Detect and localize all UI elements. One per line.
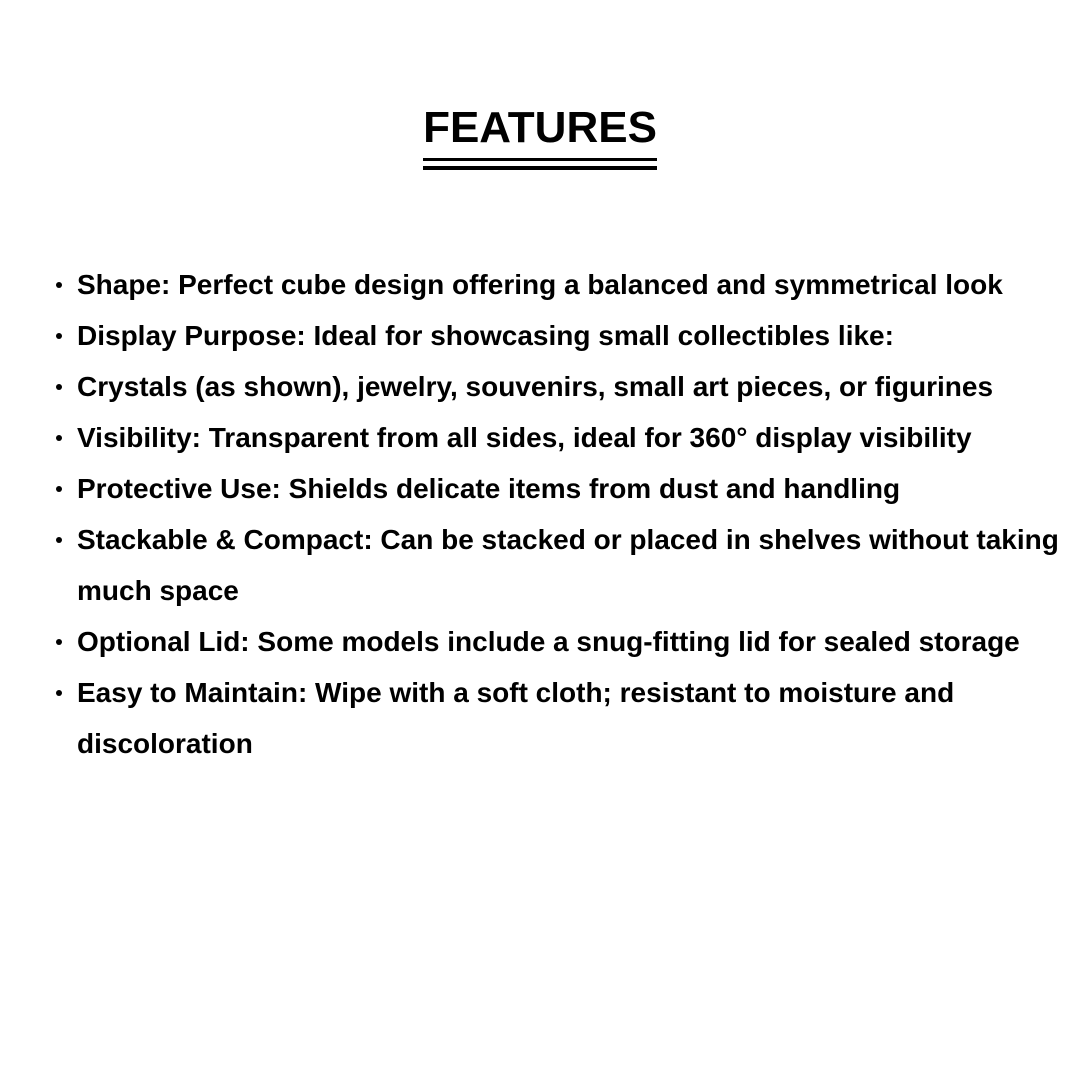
list-item [50, 412, 1060, 463]
list-item [50, 310, 1060, 361]
feature-text: Shape: Perfect cube design offering a balanced and symmetrical look [77, 269, 1003, 300]
list-item [50, 259, 1060, 310]
bullet-icon [56, 690, 62, 696]
feature-text: Stackable & Compact: Can be stacked or placed in shelves without taking much space [77, 524, 1059, 606]
feature-text: Display Purpose: Ideal for showcasing small collectibles like: [77, 320, 894, 351]
feature-text: Visibility: Transparent from all sides, ideal for 360° display visibility [77, 422, 972, 453]
list-item [50, 514, 1060, 616]
feature-text: Protective Use: Shields delicate items from dust and handling [77, 473, 901, 504]
bullet-icon [56, 537, 62, 543]
feature-text: Crystals (as shown), jewelry, souvenirs, small art pieces, or figurines [77, 371, 994, 402]
bullet-icon [56, 282, 62, 288]
feature-text: Easy to Maintain: Wipe with a soft cloth; resistant to moisture and discoloration [77, 677, 955, 759]
bullet-icon [56, 384, 62, 390]
feature-text: Optional Lid: Some models include a snug-fitting lid for sealed storage [77, 626, 1020, 657]
bullet-icon [56, 639, 62, 645]
bullet-icon [56, 486, 62, 492]
list-item [50, 616, 1060, 667]
list-item [50, 361, 1060, 412]
bullet-icon [56, 435, 62, 441]
bullet-icon [56, 333, 62, 339]
heading-container [0, 104, 1080, 161]
list-item [50, 463, 1060, 514]
features-list [50, 259, 1060, 769]
page-title: FEATURES [423, 104, 657, 161]
list-item [50, 667, 1060, 769]
